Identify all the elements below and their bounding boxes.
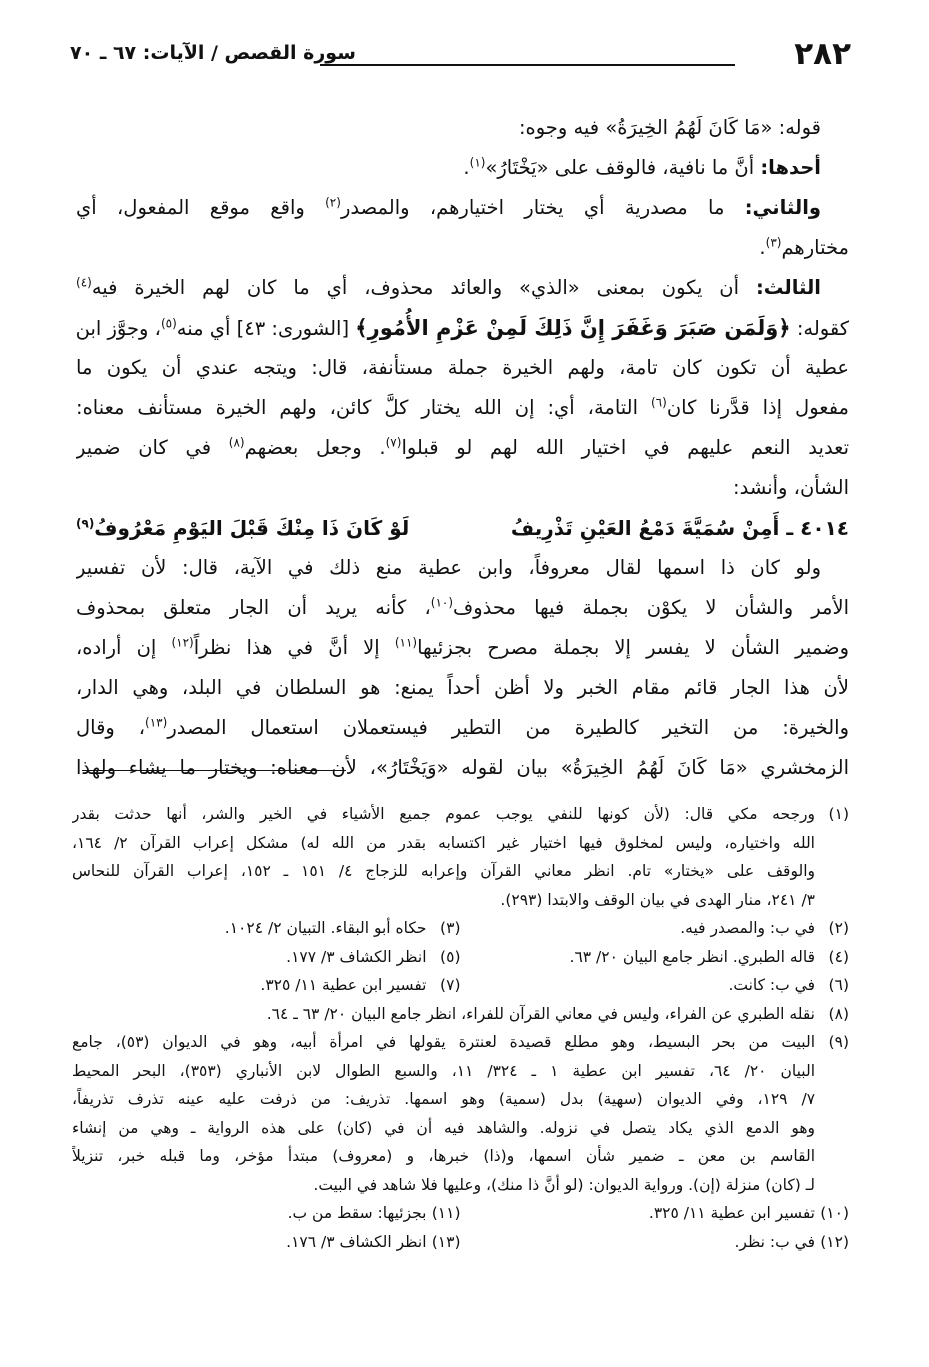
footnote: (٦) في ب: كانت. (461, 971, 850, 1000)
footnote-ref[interactable]: (١١) (394, 635, 418, 650)
footnote-number: (٨) (828, 1004, 849, 1023)
footnote-number: (١٢) (820, 1232, 849, 1251)
page-header (70, 36, 851, 72)
surah-title: سورة القصص / الآيات: ٦٧ ـ ٧٠ (70, 42, 356, 64)
text-line: كقوله: ﴿وَلَمَن صَبَرَ وَغَفَرَ إِنَّ ذَلِكَ لَمِنْ عَزْمِ الأُمُورِ﴾ [الشورى: ٤٣] أي منه$^{(٥)}$، وجوَّز ابن (76, 316, 849, 340)
footnote: (١١) بجزئيها: سقط من ب. (72, 1199, 461, 1228)
footnote-number: (٢) (828, 919, 849, 937)
footnote-number: (١١) (431, 1204, 461, 1222)
footnote-ref[interactable]: (١٣) (145, 715, 168, 730)
footnote-number: (١) (828, 805, 849, 823)
text-line: الثالث: أن يكون بمعنى «الذي» والعائد محذوف، أي ما كان لهم الخيرة فيه$^{(٤)}$ (76, 275, 821, 299)
text-line: الزمخشري «مَا كَانَ لَهُمُ الخِيرَةُ» بيان لقوله «وَيَخْتَارُ»، لأن معناه: ويختار ما يشاء ولهذا (76, 756, 849, 779)
footnote-row (72, 914, 849, 943)
footnote: (٧) تفسير ابن عطية ١١/ ٣٢٥. (72, 971, 461, 1000)
footnote: (٨) نقله الطبري عن الفراء، وليس في معاني القرآن للفراء، انظر جامع البيان ٢٠/ ٦٣ ـ ٦٤. (72, 1000, 849, 1029)
text-line: الأمر والشأن لا يكوْن بجملة فيها محذوف$^{(١٠)}$، كأنه يريد أن الجار متعلق بمحذوف (76, 595, 849, 619)
quran-verse: ﴿وَلَمَن صَبَرَ وَغَفَرَ إِنَّ ذَلِكَ لَمِنْ عَزْمِ الأُمُورِ﴾ (355, 316, 791, 340)
poem-second-hemistich: لَوْ كَانَ ذَا مِنْكَ قَبْلَ اليَوْمِ مَعْرُوفُ$^{(٩)}$ (76, 516, 410, 540)
footnote: (١٠) تفسير ابن عطية ١١/ ٣٢٥. (461, 1199, 850, 1228)
footnote-ref[interactable]: (٩) (76, 516, 95, 531)
text-line: ولو كان ذا اسمها لقال معروفاً، وابن عطية منع ذلك في الآية، قال: لأن تفسير (76, 556, 821, 579)
footnote-number: (٧) (440, 976, 461, 994)
text-line: الشأن، وأنشد: (733, 476, 849, 499)
footnote-line: وهو الدمع الذي يكاد يتصل في نزوله. والشاهد فيه أن في (كان) على هذه الرواية ـ وهي من إنشاء (72, 1118, 815, 1137)
footnote-number: (٣) (440, 919, 461, 937)
footnote-ref[interactable]: (٤) (76, 275, 92, 290)
text-line: وضمير الشأن لا يفسر إلا بجملة مصرح بجزئيها$^{(١١)}$ إلا أنَّ في هذا نظراً$^{(١٢)}$ إن أراده، (76, 635, 849, 659)
footnote: (١) ورجحه مكي قال: (لأن كونها للنفي يوجب عموم جميع الأشياء في الخير والشر، أنها حدثت بقدر (72, 800, 849, 829)
text-line: مختارهم$^{(٣)}$. (759, 235, 849, 259)
text-line: عطية أن تكون كان تامة، ولهم الخيرة جملة مستأنفة، قال: ويتجه عندي أن يكون ما (76, 356, 849, 379)
footnote: (١٣) انظر الكشاف ٣/ ١٧٦. (72, 1228, 461, 1257)
footnote-number: (١٣) (431, 1232, 461, 1251)
footnote: (٥) انظر الكشاف ٣/ ١٧٧. (72, 943, 461, 972)
footnote: (٢) في ب: والمصدر فيه. (461, 914, 850, 943)
footnote-ref[interactable]: (١٠) (430, 595, 454, 610)
footnote-line: لـ (كان) منزلة (إن). ورواية الديوان: (لو أنَّ ذا منك)، وعليها فلا شاهد في البيت. (313, 1175, 815, 1194)
poem-line (76, 508, 849, 548)
footnote-separator (82, 770, 346, 771)
header-rule (320, 64, 735, 66)
footnote-line: ٣/ ٢٤١، منار الهدى في بيان الوقف والابتدا (٢٩٣). (500, 890, 815, 909)
footnote-number: (٤) (828, 947, 849, 966)
footnote-ref[interactable]: (٦) (650, 395, 667, 410)
footnote-row (72, 1199, 849, 1228)
footnote-number: (٥) (440, 947, 461, 966)
text-line: لأن هذا الجار قائم مقام الخبر ولا أظن أحداً يمنع: هو السلطان في البلد، وهي الدار، (76, 676, 849, 699)
page-number: ٢٨٢ (794, 36, 851, 72)
footnote-ref[interactable]: (٨) (228, 435, 245, 450)
footnote-ref[interactable]: (٥) (160, 316, 177, 331)
text-line: قوله: «مَا كَانَ لَهُمُ الخِيرَةُ» فيه وجوه: (518, 116, 821, 139)
footnote-ref[interactable]: (١٢) (171, 635, 194, 650)
text-line: والخيرة: من التخير كالطيرة من التطير فيستعملان استعمال المصدر$^{(١٣)}$، وقال (76, 715, 849, 739)
footnote-ref[interactable]: (١) (469, 155, 486, 170)
footnote-line: الله واختياره، وليس لمخلوق فيها اختيار غير اكتسابه بقدر من الله له) مشكل إعراب القرآن ٢/ ١٦٤، (72, 833, 815, 852)
footnote-number: (١٠) (820, 1204, 849, 1222)
footnote-line: القاسم بن معن ـ ضمير شأن اسمها، و(ذا) خبرها، و (معروف) مبتدأ مؤخر، وما قبله خبر، تنزيلاً (72, 1147, 815, 1165)
footnote-line: البيان ٢٠/ ٦٤، تفسير ابن عطية ١ ـ ٣٢٤/ ١١، والسبع الطوال لابن الأنباري (٣٥٣)، البحر المحيط (72, 1061, 815, 1080)
footnote-ref[interactable]: (٣) (765, 235, 782, 250)
footnotes (72, 800, 849, 1256)
footnote-ref[interactable]: (٢) (325, 195, 341, 210)
poem-number: ٤٠١٤ ـ (786, 516, 849, 540)
footnote-row (72, 943, 849, 972)
footnote-number: (٦) (828, 976, 849, 994)
text-line: والثاني: ما مصدرية أي يختار اختيارهم، والمصدر$^{(٢)}$ واقع موقع المفعول، أي (76, 195, 822, 219)
footnote: (١٢) في ب: نظر. (461, 1228, 850, 1257)
footnote: (٣) حكاه أبو البقاء. التبيان ٢/ ١٠٢٤. (72, 914, 461, 943)
text-line: تعديد النعم عليهم في اختيار الله لهم لو قبلوا$^{(٧)}$. وجعل بعضهم$^{(٨)}$ في كان ضمير (76, 435, 849, 459)
poem-first-hemistich: ٤٠١٤ ـ أَمِنْ سُمَيَّةَ دَمْعُ العَيْنِ تَذْرِيفُ (510, 516, 849, 540)
text-line: مفعول إذا قدَّرنا كان$^{(٦)}$ التامة، أي: إن الله يختار كلَّ كائن، ولهم الخيرة مستأنف معناه: (76, 395, 849, 419)
footnote-number: (٩) (828, 1033, 849, 1051)
footnote-row (72, 1228, 849, 1257)
footnote-row (72, 971, 849, 1000)
main-text (76, 108, 849, 788)
footnote: (٩) البيت من بحر البسيط، وهو مطلع قصيدة لعنترة يقولها في امرأة أبيه، وهو في الديوان (٥٣)، جامع (72, 1028, 849, 1057)
footnote-line: ٧/ ١٢٩، وفي الديوان (سهية) بدل (سمية) وهو اسمها. تذريف: من ذرفت عليه عينه تذرف تذريفاً، (72, 1090, 816, 1108)
footnote-line: والوقف على «يختار» تام. انظر معاني القرآن وإعرابه للزجاج ٤/ ١٥١ ـ ١٥٢، إعراب القرآن للنحاس (72, 862, 815, 880)
text-line: أحدها: أنَّ ما نافية، فالوقف على «يَخْتَارُ»$^{(١)}$. (463, 155, 821, 179)
footnote-ref[interactable]: (٧) (385, 435, 402, 450)
footnote: (٤) قاله الطبري. انظر جامع البيان ٢٠/ ٦٣. (461, 943, 850, 972)
